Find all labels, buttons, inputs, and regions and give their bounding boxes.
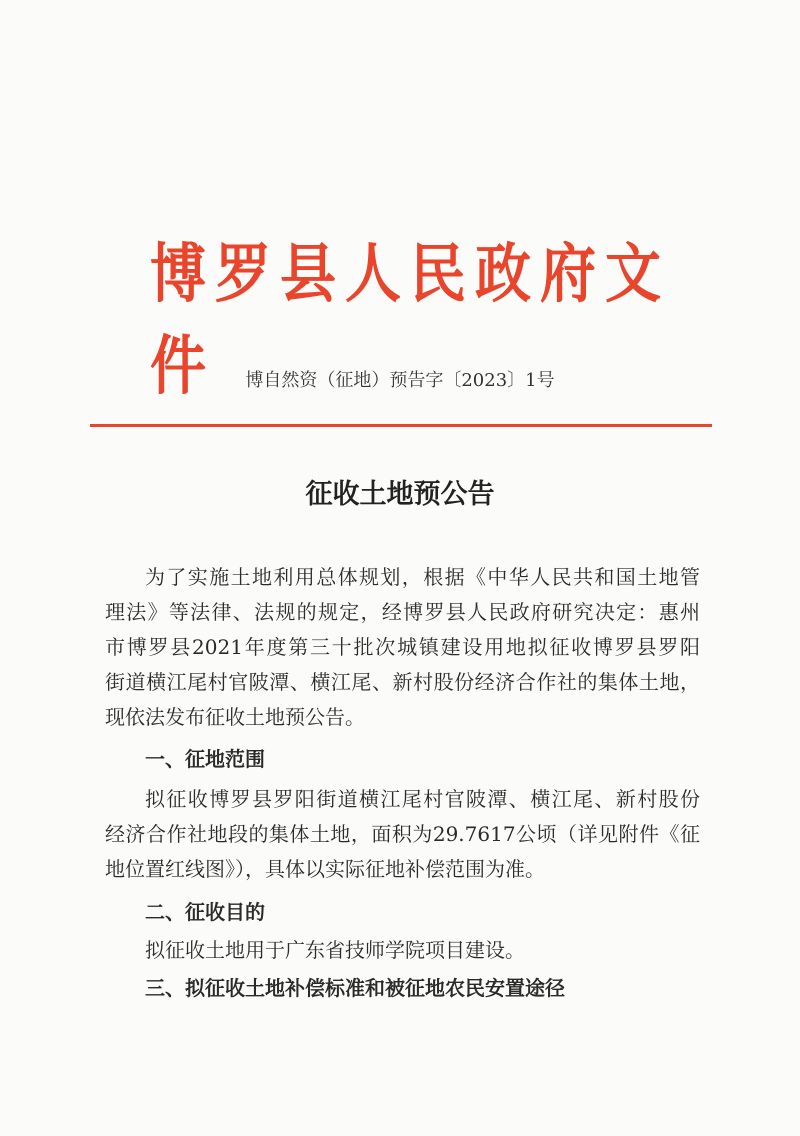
document-header-title: 博罗县人民政府文件 — [150, 236, 662, 404]
intro-line: 市博罗县2021年度第三十批次城镇建设用地拟征收博罗县罗阳 — [105, 635, 700, 659]
document-number: 博自然资（征地）预告字〔2023〕1号 — [245, 370, 555, 391]
scope-line: 经济合作社地段的集体土地，面积为29.7617公顷（详见附件《征 — [105, 822, 700, 846]
intro-line: 理法》等法律、法规的规定，经博罗县人民政府研究决定：惠州 — [105, 600, 700, 624]
intro-line: 为了实施土地利用总体规划，根据《中华人民共和国土地管 — [145, 565, 700, 589]
purpose-line: 拟征收土地用于广东省技师学院项目建设。 — [145, 938, 525, 962]
scope-line: 拟征收博罗县罗阳街道横江尾村官陂潭、横江尾、新村股份 — [145, 787, 700, 811]
section-title-compensation: 三、拟征收土地补偿标准和被征地农民安置途径 — [145, 976, 565, 1000]
scope-line: 地位置红线图》），具体以实际征地补偿范围为准。 — [105, 857, 545, 881]
section-title-scope: 一、征地范围 — [145, 747, 265, 771]
red-divider — [90, 424, 712, 427]
intro-line: 现依法发布征收土地预公告。 — [105, 705, 365, 729]
notice-heading: 征收土地预公告 — [305, 479, 495, 510]
section-title-purpose: 二、征收目的 — [145, 900, 265, 924]
intro-line: 街道横江尾村官陂潭、横江尾、新村股份经济合作社的集体土地， — [105, 670, 700, 694]
